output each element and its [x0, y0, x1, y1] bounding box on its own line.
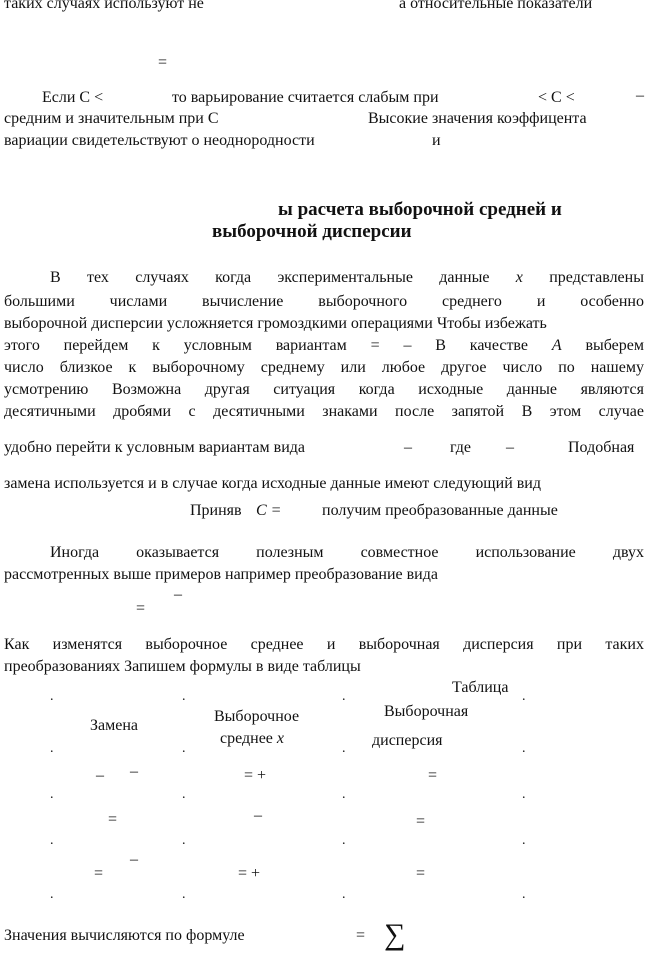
table-cell: –: [96, 767, 104, 784]
formula-equals: =: [356, 927, 366, 944]
text-line: число близкое к выборочному среднему или любое другое число по нашему: [4, 359, 644, 376]
formula-minus: –: [174, 586, 182, 603]
grid-dot: .: [342, 887, 346, 902]
grid-dot: .: [50, 741, 54, 756]
text-fragment: Приняв: [190, 502, 242, 519]
text-fragment: C =: [256, 502, 282, 519]
text-fragment: < С <: [538, 89, 575, 106]
table-cell: =: [416, 865, 426, 882]
text-fragment: где: [450, 439, 472, 456]
grid-dot: .: [342, 787, 346, 802]
formula-equals: =: [158, 54, 168, 71]
column-header: дисперсия: [372, 732, 443, 749]
text-fragment: средним и значительным при С: [4, 110, 219, 127]
table-cell: =: [108, 811, 118, 828]
text-fragment: Подобная: [568, 439, 635, 456]
text-fragment: –: [636, 87, 644, 104]
text-line: замена используется и в случае когда исходные данные имеют следующий вид: [4, 475, 542, 492]
table-cell: = +: [238, 865, 261, 882]
grid-dot: .: [342, 833, 346, 848]
text-line: Значения вычисляются по формуле: [4, 927, 245, 944]
grid-dot: .: [342, 689, 346, 704]
table-cell: = +: [244, 767, 267, 784]
section-heading: ы расчета выборочной средней и: [278, 199, 562, 220]
column-header: Выборочная: [384, 703, 469, 720]
table-cell: =: [94, 865, 104, 882]
text-fragment: удобно перейти к условным вариантам вида: [4, 439, 306, 456]
formula-equals: =: [136, 600, 146, 617]
grid-dot: .: [522, 787, 526, 802]
column-header: Замена: [90, 717, 139, 734]
text-fragment: –: [404, 439, 412, 456]
table-cell: –: [254, 807, 262, 824]
grid-dot: .: [522, 833, 526, 848]
text-line: Иногда оказывается полезным совместное использование двух: [50, 544, 644, 561]
text-line: десятичными дробями с десятичными знаками после запятой В этом случае: [4, 403, 644, 420]
sigma-symbol: ∑: [384, 918, 406, 951]
grid-dot: .: [342, 741, 346, 756]
section-heading: выборочной дисперсии: [212, 221, 412, 242]
text-line: В тех случаях когда экспериментальные данные x представлены: [50, 269, 644, 286]
grid-dot: .: [182, 833, 186, 848]
text-line: этого перейдем к условным вариантам = – В качестве A выберем: [4, 337, 644, 354]
grid-dot: .: [50, 787, 54, 802]
text-line: рассмотренных выше примеров например преобразование вида: [4, 566, 438, 583]
text-line: большими числами вычисление выборочного среднего и особенно: [4, 293, 644, 310]
grid-dot: .: [50, 689, 54, 704]
grid-dot: .: [182, 741, 186, 756]
text-line: выборочной дисперсии усложняется громоздкими операциями Чтобы избежать: [4, 315, 547, 332]
grid-dot: .: [182, 887, 186, 902]
text-fragment: Высокие значения коэффицента: [368, 110, 587, 127]
grid-dot: .: [182, 689, 186, 704]
table-cell: –: [130, 851, 138, 868]
grid-dot: .: [522, 887, 526, 902]
text-fragment: –: [506, 439, 514, 456]
grid-dot: .: [182, 787, 186, 802]
table-cell: =: [416, 813, 426, 830]
grid-dot: .: [522, 741, 526, 756]
table-caption: Таблица: [452, 679, 509, 696]
text-fragment: получим преобразованные данные: [322, 502, 558, 519]
grid-dot: .: [50, 887, 54, 902]
grid-dot: .: [522, 689, 526, 704]
text-line: а относительные показатели: [399, 0, 593, 12]
text-fragment: вариации свидетельствуют о неоднородности: [4, 132, 315, 149]
table-cell: =: [428, 767, 438, 784]
text-line: Как изменятся выборочное среднее и выборочная дисперсия при таких: [4, 636, 644, 653]
text-fragment: Если С <: [42, 89, 104, 106]
column-header: среднее x: [220, 730, 285, 747]
text-line: таких случаях используют не: [4, 0, 204, 12]
column-header: Выборочное: [214, 708, 300, 725]
text-fragment: то варьирование считается слабым при: [172, 89, 439, 106]
text-line: усмотрению Возможна другая ситуация когда исходные данные являются: [4, 381, 644, 398]
text-line: преобразованиях Запишем формулы в виде таблицы: [4, 658, 361, 675]
grid-dot: .: [50, 833, 54, 848]
table-cell: –: [130, 763, 138, 780]
text-fragment: и: [432, 132, 441, 149]
